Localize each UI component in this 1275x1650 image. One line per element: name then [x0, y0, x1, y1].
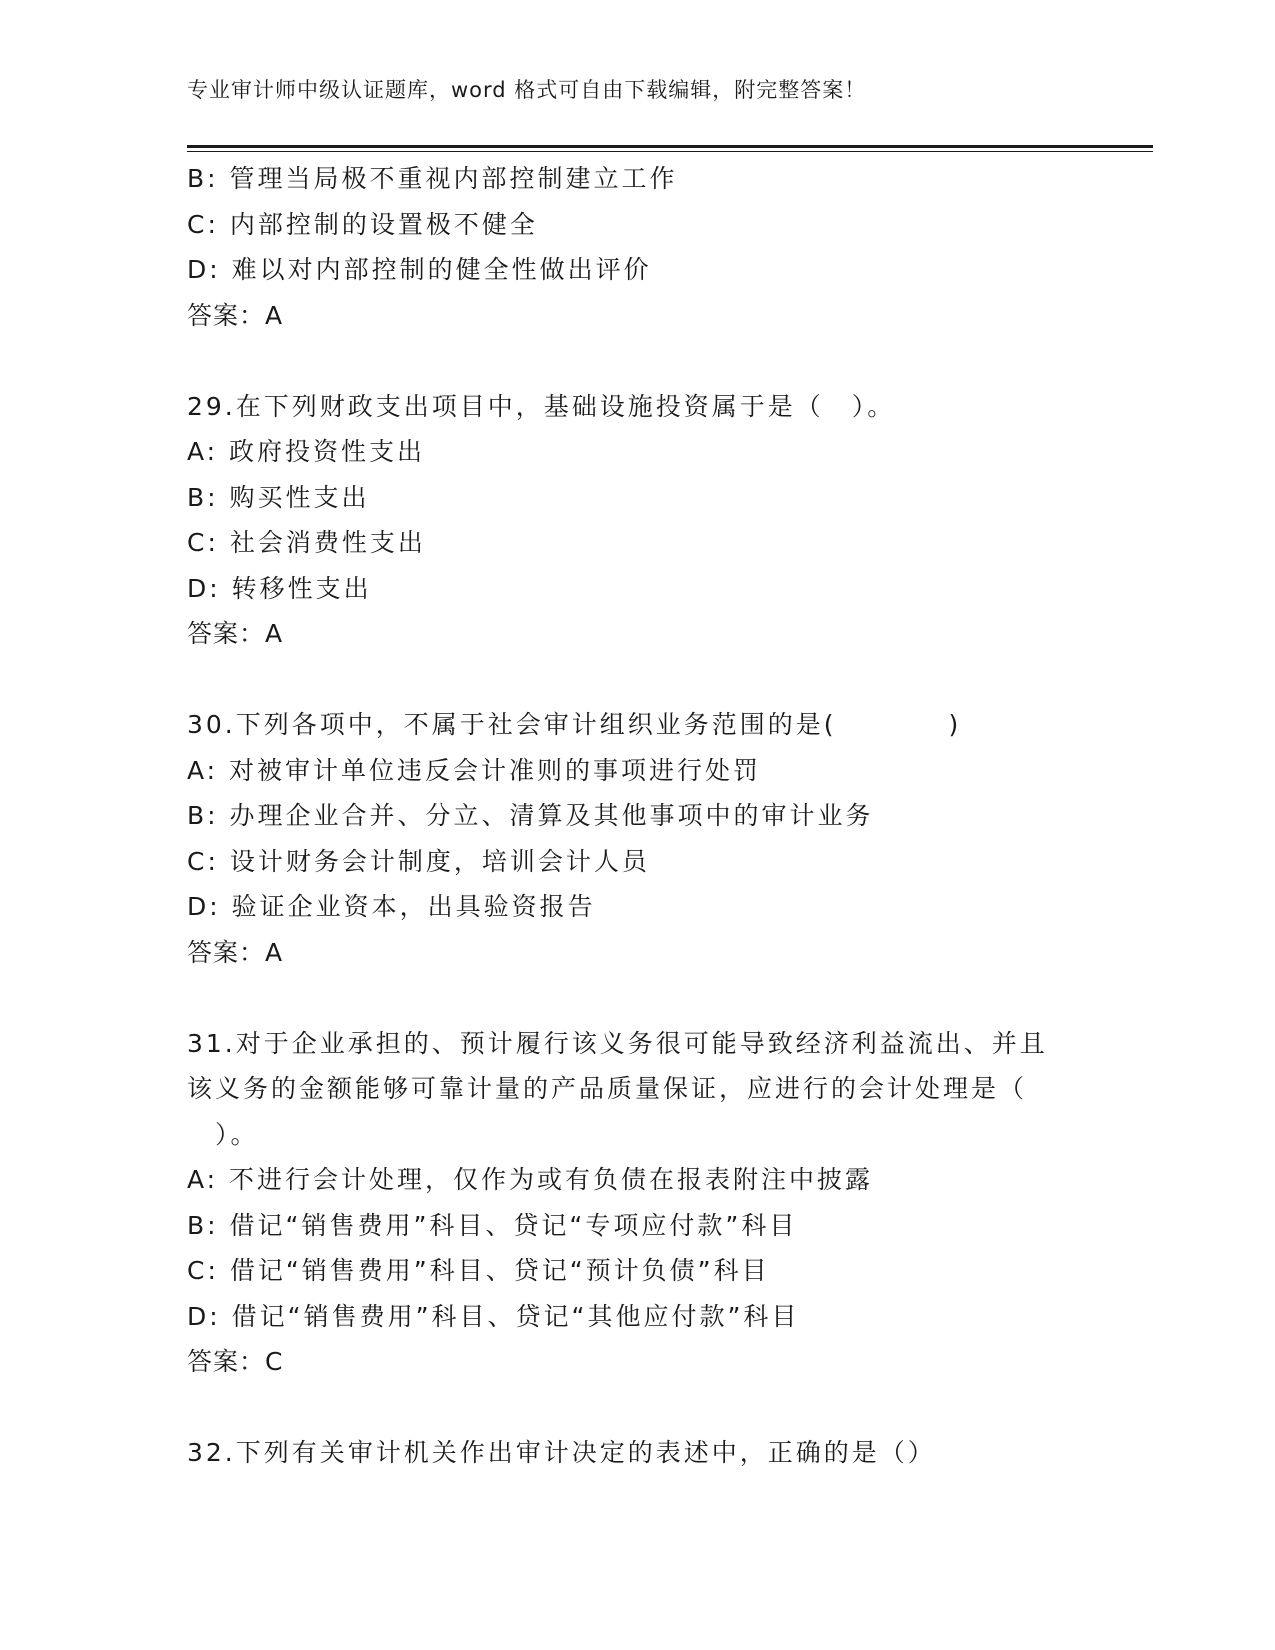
question-stem: 32.下列有关审计机关作出审计决定的表述中，正确的是（） — [187, 1438, 936, 1467]
option-b: B: 购买性支出 — [187, 482, 370, 512]
question-stem-continued: ）。 — [215, 1119, 259, 1149]
option-c: C: 借记“销售费用”科目、贷记“预计负债”科目 — [187, 1256, 770, 1285]
document-body — [187, 156, 1087, 1476]
option-b: B: 借记“销售费用”科目、贷记“专项应付款”科目 — [187, 1210, 798, 1240]
header-rule-thin — [187, 151, 1153, 152]
spacer — [187, 338, 1087, 384]
option-d: D: 难以对内部控制的健全性做出评价 — [187, 255, 652, 284]
question-30 — [187, 702, 1087, 975]
option-c: C: 社会消费性支出 — [187, 528, 426, 557]
spacer — [187, 975, 1087, 1021]
header-rule-thick — [187, 145, 1153, 148]
question-stem: 30.下列各项中，不属于社会审计组织业务范围的是( ) — [187, 710, 962, 739]
question-stem: 31.对于企业承担的、预计履行该义务很可能导致经济利益流出、并且 — [187, 1028, 1048, 1058]
option-b: B: 办理企业合并、分立、清算及其他事项中的审计业务 — [187, 801, 874, 830]
option-d: D: 转移性支出 — [187, 573, 372, 603]
spacer — [187, 657, 1087, 703]
answer-line: 答案：A — [187, 300, 284, 330]
option-b: B: 管理当局极不重视内部控制建立工作 — [187, 164, 678, 193]
answer-line: 答案：C — [187, 1347, 284, 1376]
option-c: C: 内部控制的设置极不健全 — [187, 209, 538, 239]
question-29 — [187, 384, 1087, 657]
page-header: 专业审计师中级认证题库，word 格式可自由下载编辑，附完整答案！ — [187, 78, 867, 102]
option-a: A: 不进行会计处理，仅作为或有负债在报表附注中披露 — [187, 1165, 874, 1194]
question-stem: 29.在下列财政支出项目中，基础设施投资属于是（ ）。 — [187, 391, 896, 421]
question-31 — [187, 1021, 1087, 1385]
question-stem-continued: 该义务的金额能够可靠计量的产品质量保证，应进行的会计处理是（ — [187, 1074, 1028, 1103]
carryover-question — [187, 156, 1087, 338]
option-a: A: 对被审计单位违反会计准则的事项进行处罚 — [187, 755, 762, 785]
option-a: A: 政府投资性支出 — [187, 437, 426, 466]
option-d: D: 借记“销售费用”科目、贷记“其他应付款”科目 — [187, 1301, 800, 1331]
option-d: D: 验证企业资本，出具验资报告 — [187, 892, 596, 921]
answer-line: 答案：A — [187, 619, 284, 648]
spacer — [187, 1385, 1087, 1431]
question-32 — [187, 1430, 1087, 1476]
option-c: C: 设计财务会计制度，培训会计人员 — [187, 846, 650, 876]
answer-line: 答案：A — [187, 937, 284, 967]
